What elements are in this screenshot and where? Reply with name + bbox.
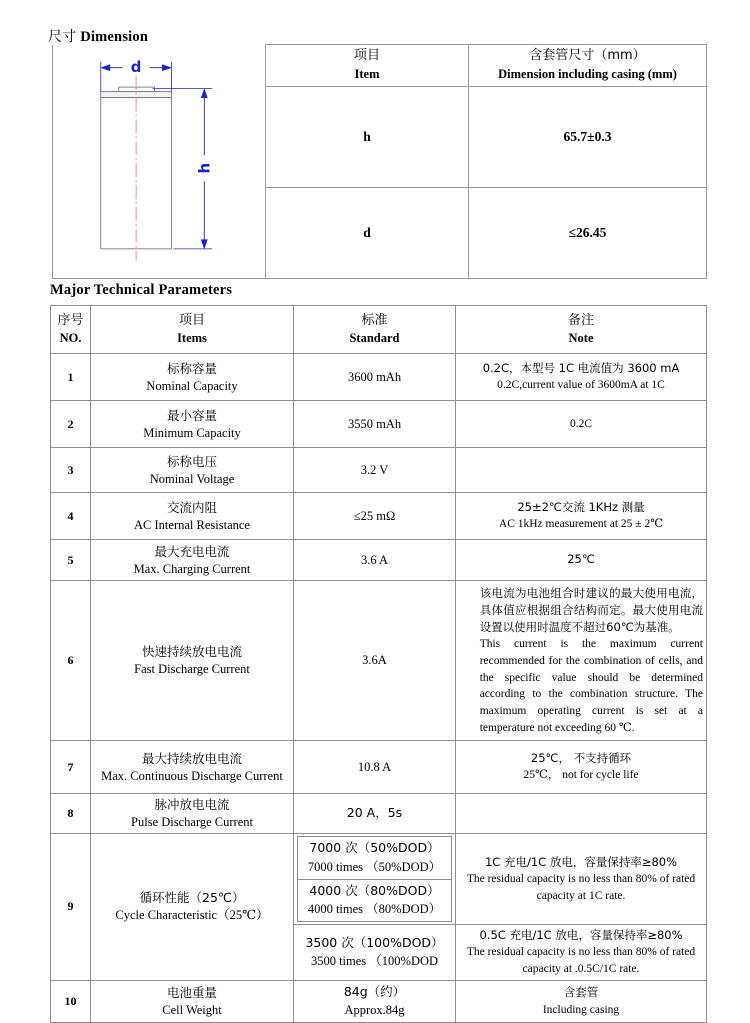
row-standard: 84g（约） Approx.84g	[294, 980, 456, 1023]
row-standard: ≤25 mΩ	[294, 493, 456, 540]
cycle-standard-sub-row	[298, 837, 452, 880]
dimension-header-value	[469, 45, 707, 87]
row-standard: 20 A，5s	[294, 794, 456, 834]
table-row: 4 交流内阻 AC Internal Resistance ≤25 mΩ 25±2℃交流 1KHz 测量 AC 1kHz measurement at 25 ± 2℃	[51, 493, 707, 540]
cycle-standard-80dod: 4000 次（80%DOD） 4000 times （80%DOD）	[298, 879, 452, 922]
row-standard: 3550 mAh	[294, 401, 456, 448]
cycle-standard-100dod: 3500 次（100%DOD） 3500 times （100%DOD	[294, 925, 456, 981]
row-item: 脉冲放电电流 Pulse Discharge Current	[91, 794, 294, 834]
params-header-no: 序号 NO.	[51, 306, 91, 354]
cycle-standard-subtable-1	[297, 836, 452, 922]
dimension-title-en: Dimension	[80, 29, 149, 45]
row-note: 25±2℃交流 1KHz 测量 AC 1kHz measurement at 25 ± 2℃	[456, 493, 707, 540]
row-item: 最大充电电流 Max. Charging Current	[91, 540, 294, 581]
dimension-row-h-item: h	[266, 87, 469, 188]
cycle-row-no: 9	[51, 834, 91, 981]
row-item: 电池重量 Cell Weight	[91, 980, 294, 1023]
table-row: 7 最大持续放电电流 Max. Continuous Discharge Current 10.8 A 25℃， 不支持循环 25℃， not for cycle life	[51, 741, 707, 794]
cycle-row-item: 循环性能（25℃） Cycle Characteristic（25℃）	[91, 834, 294, 981]
row-item: 交流内阻 AC Internal Resistance	[91, 493, 294, 540]
row-note	[456, 794, 707, 834]
table-row: 10 电池重量 Cell Weight 84g（约） Approx.84g 含套管 Including casing	[51, 980, 707, 1023]
battery-figure-cell	[53, 45, 266, 279]
row-standard: 3600 mAh	[294, 354, 456, 401]
dimension-row-d-item: d	[266, 188, 469, 279]
row-note: 25℃， 不支持循环 25℃， not for cycle life	[456, 741, 707, 794]
table-row: 2 最小容量 Minimum Capacity 3550 mAh 0.2C	[51, 401, 707, 448]
row-item: 标称容量 Nominal Capacity	[91, 354, 294, 401]
dimension-header-value-en: Dimension including casing (mm)	[498, 67, 677, 82]
dimension-title-cjk: 尺寸	[48, 29, 77, 45]
table-row: 3 标称电压 Nominal Voltage 3.2 V	[51, 448, 707, 493]
row-item: 标称电压 Nominal Voltage	[91, 448, 294, 493]
row-standard: 3.2 V	[294, 448, 456, 493]
row-item: 快速持续放电电流 Fast Discharge Current	[91, 581, 294, 741]
cycle-standard-group-1	[294, 834, 456, 925]
dimension-header-item-en: Item	[354, 67, 380, 82]
cycle-standard-50dod: 7000 次（50%DOD） 7000 times （50%DOD）	[298, 837, 452, 880]
parameters-section-title: Major Technical Parameters	[50, 282, 233, 298]
diameter-label: d	[130, 57, 142, 76]
row-note: 含套管 Including casing	[456, 980, 707, 1023]
dimension-section-title	[48, 26, 148, 46]
row-standard: 3.6A	[294, 581, 456, 741]
params-header-note: 备注 Note	[456, 306, 707, 354]
row-item: 最大持续放电电流 Max. Continuous Discharge Current	[91, 741, 294, 794]
params-header-items: 项目 Items	[91, 306, 294, 354]
table-row: 5 最大充电电流 Max. Charging Current 3.6 A 25℃	[51, 540, 707, 581]
table-row: 8 脉冲放电电流 Pulse Discharge Current 20 A，5s	[51, 794, 707, 834]
dimension-header-row	[53, 45, 707, 87]
dimension-header-item-cjk: 项目	[353, 48, 380, 64]
battery-dimension-drawing	[53, 45, 265, 279]
row-standard: 10.8 A	[294, 741, 456, 794]
cycle-note-1c: 1C 充电/1C 放电，容量保持率≥80% The residual capacity is no less than 80% of rated capacity at 1C rate.	[456, 834, 707, 925]
row-note	[456, 448, 707, 493]
params-header-standard: 标准 Standard	[294, 306, 456, 354]
dimension-header-item	[266, 45, 469, 87]
row-item: 最小容量 Minimum Capacity	[91, 401, 294, 448]
dimension-row-d-value: ≤26.45	[469, 188, 707, 279]
technical-parameters-table	[50, 305, 707, 1023]
row-standard: 3.6 A	[294, 540, 456, 581]
table-row: 6 快速持续放电电流 Fast Discharge Current 3.6A 该电流为电池组合时建议的最大使用电流，具体值应根据组合结构而定。最大使用电流设置以使用时温度不超过60℃为基准。 This current is the maximum current recommended for the combination of cells, and the specific value should be determined according to the combination structure. The maximum operating current is set at a temperature not exceeding 60 ℃.	[51, 581, 707, 741]
table-row: 1 标称容量 Nominal Capacity 3600 mAh 0.2C，本型号 1C 电流值为 3600 mA 0.2C,current value of 3600mA at 1C	[51, 354, 707, 401]
row-note: 该电流为电池组合时建议的最大使用电流，具体值应根据组合结构而定。最大使用电流设置以使用时温度不超过60℃为基准。 This current is the maximum current recommended for the combination of cells, and the specific value should be determined according to the combination structure. The maximum operating current is set at a temperature not exceeding 60 ℃.	[456, 581, 707, 741]
row-note: 0.2C	[456, 401, 707, 448]
dimension-header-value-cjk: 含套管尺寸（mm）	[529, 48, 646, 64]
height-label: h	[195, 162, 214, 174]
dimension-row-h-value: 65.7±0.3	[469, 87, 707, 188]
params-header-row	[51, 306, 707, 354]
row-note: 25℃	[456, 540, 707, 581]
dimension-table	[52, 44, 707, 279]
row-note: 0.2C，本型号 1C 电流值为 3600 mA 0.2C,current value of 3600mA at 1C	[456, 354, 707, 401]
cycle-standard-sub-row	[298, 879, 452, 922]
cycle-note-05c: 0.5C 充电/1C 放电，容量保持率≥80% The residual capacity is no less than 80% of rated capacity at .0.5C/1C rate.	[456, 925, 707, 981]
table-row-cycle-upper	[51, 834, 707, 925]
